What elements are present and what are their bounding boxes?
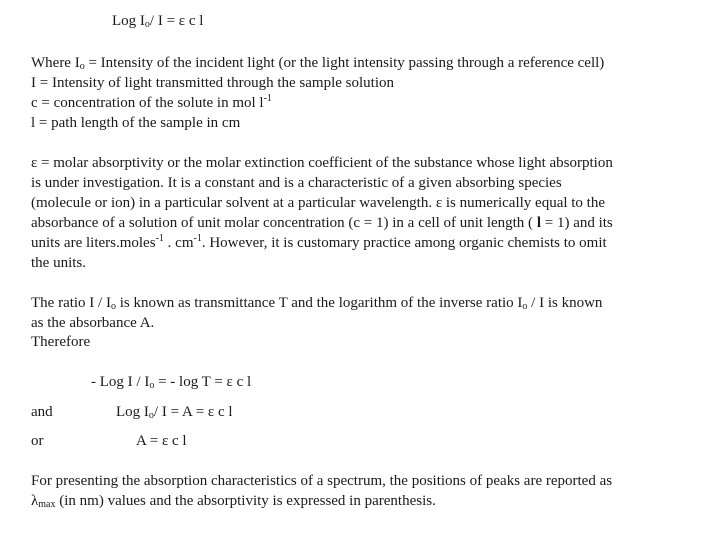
equation-transmittance: - Log I / $I_o$ = - log T = ε c l (91, 374, 252, 391)
epsilon-line-1: ε = molar absorptivity or the molar extinction coefficient of the substance whose light absorption (31, 155, 613, 171)
definition-l: l = path length of the sample in cm (31, 115, 241, 131)
equation-beer-lambert: A = ε c l (136, 433, 187, 449)
ratio-line-1: The ratio I / $I_o$ is known as transmittance T and the logarithm of the inverse ratio $I_o$ / I is known (31, 295, 603, 312)
epsilon-line-6: the units. (31, 255, 86, 271)
or-label: or (31, 433, 44, 449)
epsilon-line-3: (molecule or ion) in a particular solvent at a particular wavelength. ε is numerically equal to the (31, 195, 606, 211)
presenting-line-1: For presenting the absorption characteristics of a spectrum, the positions of peaks are reported as (31, 473, 613, 489)
header-equation: Log $I_o/$ I = ε c l (112, 13, 204, 30)
ratio-line-2: as the absorbance A. (31, 315, 155, 331)
definition-c: c = concentration of the solute in mol $l^{-1}$ (31, 93, 272, 111)
presenting-line-2: $\lambda_{max}$ (in nm) values and the absorptivity is expressed in parenthesis. (31, 493, 436, 510)
definition-io: Where $I_o$ = Intensity of the incident light (or the light intensity passing through a reference cell) (31, 55, 605, 72)
equation-absorbance: Log $I_o/$ I = A = ε c l (116, 404, 233, 421)
epsilon-line-5: units are liters.moles$^{-1}$ . $cm^{-1}$. However, it is customary practice among organic chemists to omit (31, 233, 607, 251)
definition-i: I = Intensity of light transmitted through the sample solution (31, 75, 394, 91)
and-label: and (31, 404, 53, 420)
epsilon-line-4: absorbance of a solution of unit molar concentration (c = 1) in a cell of unit length ( l = 1) and its (31, 215, 613, 231)
therefore-label: Therefore (31, 334, 91, 350)
epsilon-line-2: is under investigation. It is a constant and is a characteristic of a given absorbing species (31, 175, 562, 191)
